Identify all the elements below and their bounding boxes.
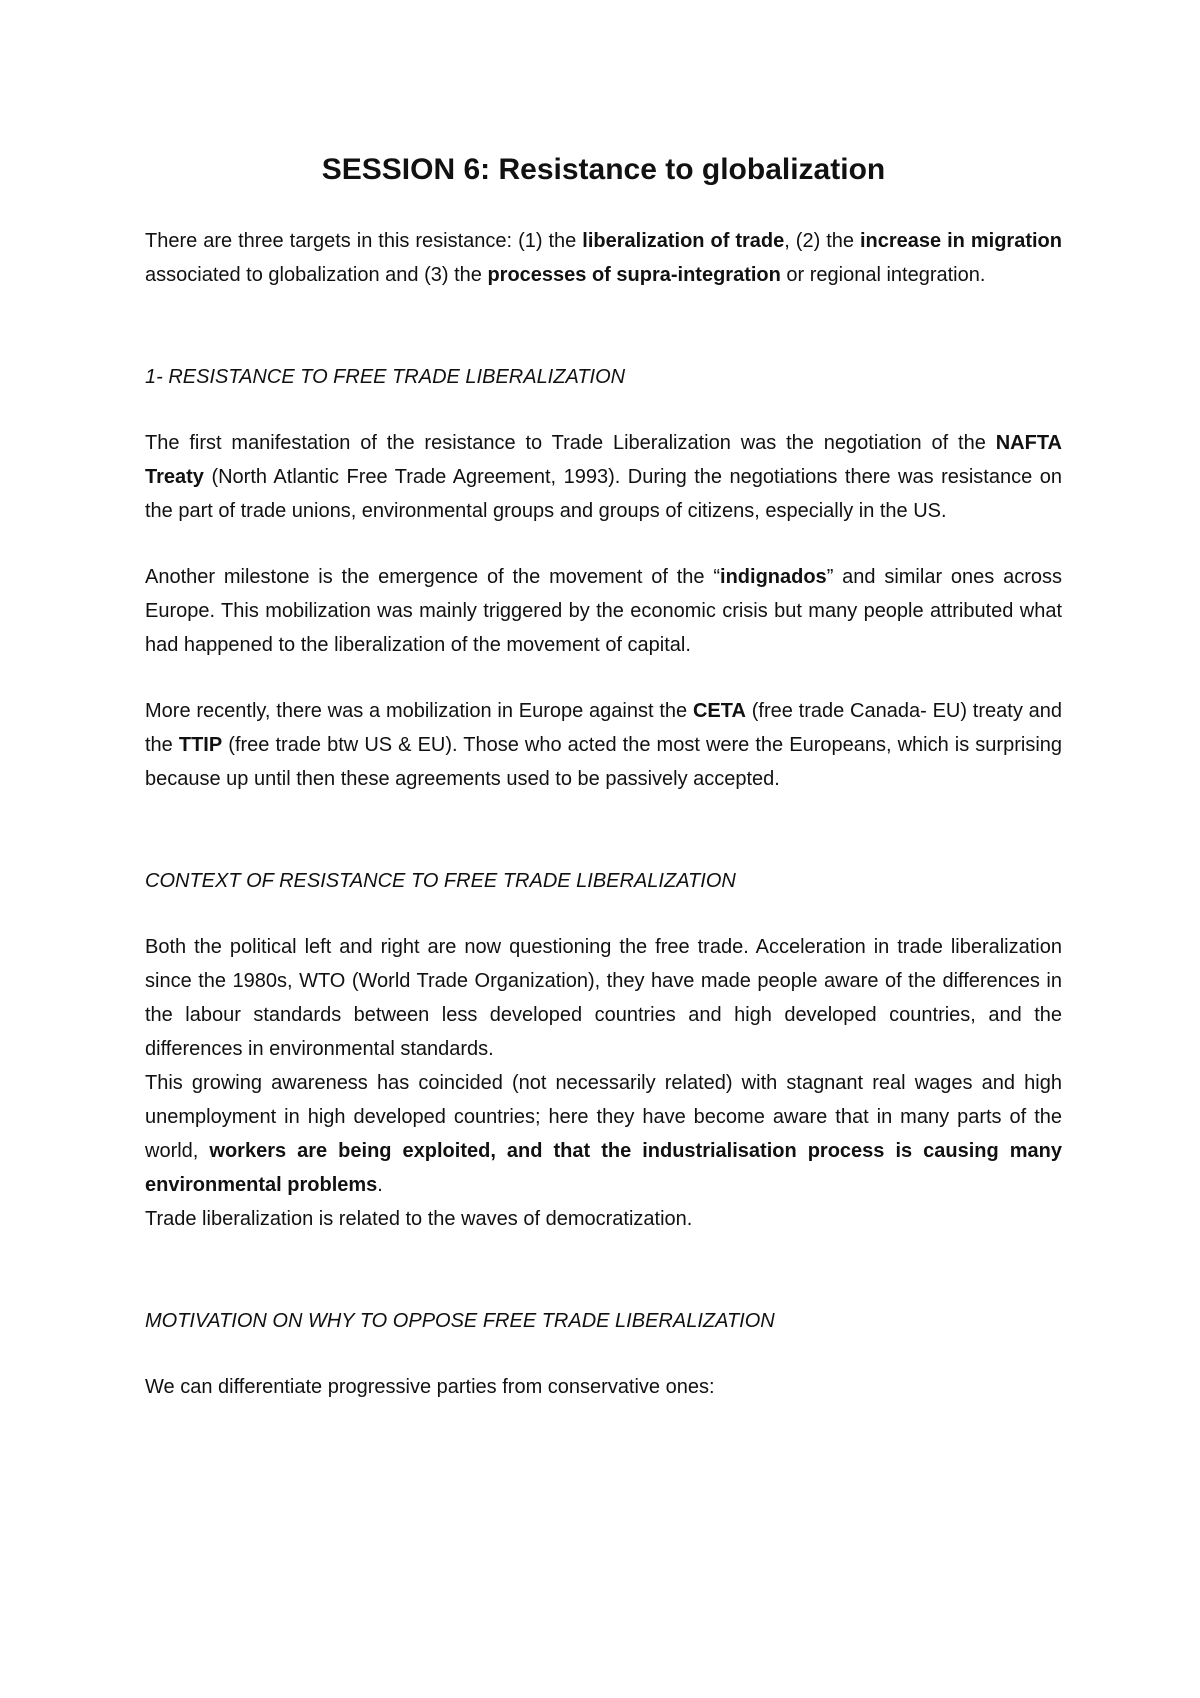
nafta-text-1: The first manifestation of the resistance to Trade Liberalization was the negotiation of the <box>145 432 996 454</box>
context-text-1: This growing awareness has coincided (not necessarily related) with stagnant real wages and high unemployment in high developed countries; here they have become aware that in many parts of the world, <box>145 1072 1062 1162</box>
ceta-text-1: More recently, there was a mobilization in Europe against the <box>145 700 693 722</box>
page-title: SESSION 6: Resistance to globalization <box>321 153 886 186</box>
nafta-bold: NAFTA Treaty <box>145 432 1062 488</box>
section-heading-context: CONTEXT OF RESISTANCE TO FREE TRADE LIBERALIZATION <box>145 870 736 892</box>
context-paragraph-2 <box>145 1066 1062 1202</box>
context-text-2: . <box>377 1174 383 1196</box>
indignados-text-2: ” and similar ones across Europe. This mobilization was mainly triggered by the economic crisis but many people attributed what had happened to the liberalization of the movement of capital. <box>145 566 1062 656</box>
spacer <box>145 1338 1062 1370</box>
ceta-text-2: (free trade Canada- EU) treaty and the <box>145 700 1063 756</box>
indignados-text-1: Another milestone is the emergence of the movement of the “ <box>145 566 721 588</box>
intro-paragraph <box>145 224 1062 292</box>
section-heading-resistance: 1- RESISTANCE TO FREE TRADE LIBERALIZATION <box>145 366 626 388</box>
spacer <box>145 528 1062 560</box>
intro-text-4: or regional integration. <box>780 264 986 286</box>
spacer <box>145 394 1062 426</box>
context-paragraph-3: Trade liberalization is related to the waves of democratization. <box>145 1208 693 1230</box>
spacer <box>145 1236 1062 1304</box>
indignados-paragraph <box>145 560 1062 662</box>
intro-bold-3: processes of supra-integration <box>487 264 781 286</box>
section-heading-motivation: MOTIVATION ON WHY TO OPPOSE FREE TRADE LIBERALIZATION <box>145 1310 775 1332</box>
spacer <box>145 292 1062 360</box>
spacer <box>145 796 1062 864</box>
intro-text-3: associated to globalization and (3) the <box>145 264 488 286</box>
ceta-ttip-paragraph <box>145 694 1062 796</box>
ceta-text-3: (free trade btw US & EU). Those who acted the most were the Europeans, which is surprising because up until then these agreements used to be passively accepted. <box>145 734 1063 790</box>
context-paragraph-1: Both the political left and right are now questioning the free trade. Acceleration in trade liberalization since the 1980s, WTO (World Trade Organization), they have made people aware of the differences in the labour standards between less developed countries and high developed countries, and the differences in environmental standards. <box>145 936 1062 1060</box>
spacer <box>145 898 1062 930</box>
motivation-paragraph: We can differentiate progressive parties from conservative ones: <box>145 1376 715 1398</box>
indignados-bold: indignados <box>720 566 827 588</box>
ceta-bold: CETA <box>692 700 746 722</box>
nafta-text-2: (North Atlantic Free Trade Agreement, 1993). During the negotiations there was resistance on the part of trade unions, environmental groups and groups of citizens, especially in the US. <box>145 466 1062 522</box>
intro-text-1: There are three targets in this resistance: (1) the <box>145 230 583 252</box>
ttip-bold: TTIP <box>178 734 223 756</box>
context-bold: workers are being exploited, and that the industrialisation process is causing many environmental problems <box>145 1140 1063 1196</box>
intro-text-2: , (2) the <box>784 230 860 252</box>
intro-bold-2: increase in migration <box>859 230 1062 252</box>
document-content <box>145 150 1062 1404</box>
nafta-paragraph <box>145 426 1062 528</box>
intro-bold-1: liberalization of trade <box>582 230 785 252</box>
spacer <box>145 662 1062 694</box>
